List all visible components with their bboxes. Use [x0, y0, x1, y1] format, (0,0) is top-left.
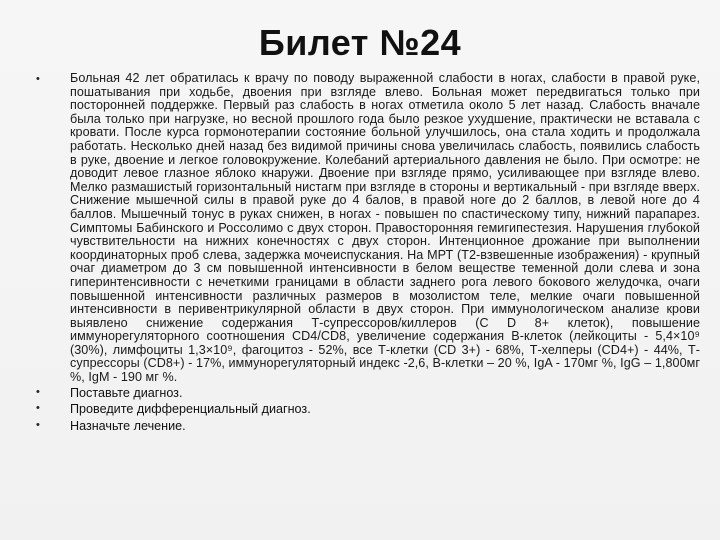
case-description-item: [36, 72, 700, 385]
task-item: [36, 385, 700, 402]
bullet-icon: •: [36, 402, 40, 415]
bullet-icon: •: [36, 418, 40, 431]
case-description-text: Больная 42 лет обратилась к врачу по поводу выраженной слабости в ногах, слабости в правой руке, пошатывания при ходьбе, двоения при взгляде влево. Больная может передвигаться только при посторонней поддержке. Первый раз слабость в ногах отметила около 5 лет назад. Слабость вначале была только при нагрузке, но весной прошлого года было резкое ухудшение, практически не вставала с кровати. После курса гормонотерапии состояние больной улучшилось, она стала ходить и продолжала работать. Несколько дней назад без видимой причины снова увеличилась слабость, появились слабость в руке, двоение и легкое головокружение. Колебаний артериального давления не было. При осмотре: не доводит левое глазное яблоко кнаружи. Двоение при взгляде прямо, усиливающее при взгляде влево. Мелко размашистый горизонтальный нистагм при взгляде в стороны и вертикальный - при взгляде вверх. Снижение мышечной силы в правой руке до 4 балов, в правой ноге до 2 баллов, в левой ноге до 4 баллов. Мышечный тонус в руках снижен, в ногах - повышен по спастическому типу, нижний парапарез. Симптомы Бабинского и Россолимо с двух сторон. Правосторонняя гемигипестезия. Нарушения глубокой чувствительности на нижних конечностях с двух сторон. Интенционное дрожание при выполнении координаторных проб слева, задержка мочеиспускания. На МРТ (Т2-взвешенные изображения) - крупный очаг диаметром до 3 см повышенной интенсивности в белом веществе теменной доли слева и зона гиперинтенсивности с нечеткими границами в области заднего рога левого бокового желудочка, очаги повышенной интенсивности различных размеров в мозолистом теле, мелкие очаги повышенной интенсивности в перивентрикулярной области в двух сторон. При иммунологическом анализе крови выявлено снижение содержания Т-супрессоров/киллеров (С D 8+ клеток), повышение иммунорегуляторного соотношения CD4/CD8, увеличение содержания В-клеток (лейкоциты - 5,4×10⁹ (30%), лимфоциты 1,3×10⁹, фагоцитоз - 52%, все Т-клетки (CD 3+) - 68%, Т-хелперы (CD4+) - 44%, Т-супрессоры (CD8+) - 17%, иммунорегуляторный индекс -2,6, В-клетки – 20 %, IgA - 170мг %, IgG – 1,800мг %, IgM - 190 мг %.: [70, 71, 700, 385]
task-diagnosis: Поставьте диагноз.: [70, 385, 183, 400]
task-item: [36, 418, 700, 435]
bullet-icon: •: [36, 385, 40, 398]
bullet-icon: •: [36, 73, 40, 85]
task-differential-diagnosis: Проведите дифференциальный диагноз.: [70, 402, 311, 417]
task-item: [36, 401, 700, 418]
slide-content: [36, 72, 700, 434]
task-treatment: Назначьте лечение.: [70, 418, 186, 433]
slide-title: Билет №24: [258, 22, 462, 63]
